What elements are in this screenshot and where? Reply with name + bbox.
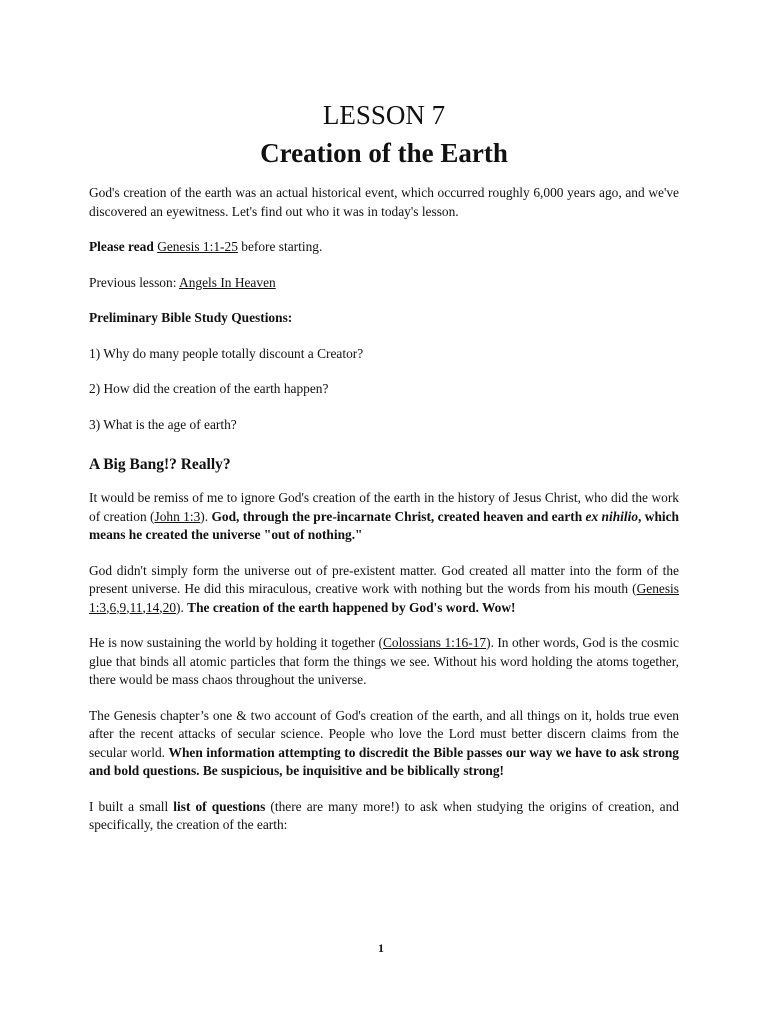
paragraph-5	[89, 798, 679, 835]
verse-11-link[interactable]: 11	[129, 599, 143, 615]
p4-bold: When information attempting to discredit the Bible passes our way we have to ask strong and bold questions. Be suspicious, be inquisitive and be biblically strong!	[89, 744, 679, 778]
previous-lesson-label: Previous lesson:	[89, 274, 180, 290]
p5-bold: list of questions	[173, 798, 266, 814]
please-read-suffix: before starting.	[237, 239, 323, 254]
please-read-label: Please read	[89, 239, 154, 254]
p1-bold-italic: ex nihilio	[585, 508, 639, 524]
p2-text-b: ).	[176, 599, 188, 615]
p2-bold: The creation of the earth happened by God's word. Wow!	[187, 599, 516, 615]
p3-text-a: He is now sustaining the world by holding it together (	[89, 635, 383, 650]
genesis-link[interactable]: Genesis 1:1-25	[157, 239, 238, 254]
colossians-link[interactable]: Colossians 1:16-17	[382, 635, 487, 650]
document-page	[89, 98, 679, 835]
question-item-3: 3) What is the age of earth?	[89, 416, 237, 432]
page-number: 1	[378, 941, 384, 955]
p2-text-a: God didn't simply form the universe out of pre-existent matter. God created all matter into the form of the present universe. He did this miraculous, creative work with nothing but the words from his mouth (	[89, 562, 679, 596]
verse-14-link[interactable]: 14	[145, 599, 160, 615]
previous-lesson-line	[89, 274, 679, 293]
intro-paragraph: God's creation of the earth was an actual historical event, which occurred roughly 6,000 years ago, and we've discovered an eyewitness. Let's find out who it was in today's lesson.	[89, 185, 679, 219]
p5-text-b: (there are many more!) to ask when studying the origins of creation, and specifically, the creation of the earth:	[89, 798, 680, 832]
verse-6-link[interactable]: 6	[109, 599, 117, 615]
section-heading: A Big Bang!? Really?	[89, 456, 231, 473]
verse-9-link[interactable]: 9	[119, 599, 127, 615]
paragraph-3	[89, 634, 679, 690]
p5-text-a: I built a small	[89, 798, 174, 814]
question-item-1: 1) Why do many people totally discount a Creator?	[89, 345, 364, 361]
question-item-2: 2) How did the creation of the earth happen?	[89, 381, 329, 396]
page-title: Creation of the Earth	[260, 138, 508, 168]
questions-heading	[89, 309, 679, 328]
previous-lesson-link[interactable]: Angels In Heaven	[179, 274, 276, 290]
please-read-line	[89, 238, 679, 257]
p1-text-a: It would be remiss of me to ignore God's creation of the earth in the history of Jesus Christ, who did the work of creation (	[89, 490, 679, 524]
genesis-1-3-link[interactable]: Genesis 1:3	[89, 581, 679, 615]
p3-text-b: ). In other words, God is the cosmic glue that binds all atomic particles that form the things we see. Without his word holding the atoms together, there would be mass chaos throughout the universe.	[89, 635, 679, 687]
questions-heading-text: Preliminary Bible Study Questions:	[89, 310, 293, 325]
p1-text-b: ).	[200, 508, 212, 524]
p1-bold-2: , which means he created the universe "out of nothing."	[89, 508, 679, 542]
p1-bold-1: God, through the pre-incarnate Christ, created heaven and earth	[211, 508, 586, 524]
p4-text-a: The Genesis chapter’s one & two account of God's creation of the earth, and all things on it, holds true even after the recent attacks of secular science. People who love the Lord must better discern claims from the secular world.	[89, 707, 679, 760]
john-link[interactable]: John 1:3	[154, 508, 201, 524]
paragraph-2: God didn't simply form the universe out of pre-existent matter. God created all matter into the form of the present universe. He did this miraculous, creative work with nothing but the words from his mouth (Genesis 1:3,6,9,11,14,20). The creation of the earth happened by God's word. Wow!	[89, 562, 679, 615]
verse-20-link[interactable]: 20	[162, 599, 177, 615]
paragraph-1	[89, 489, 679, 545]
lesson-number: LESSON 7	[322, 100, 446, 130]
paragraph-4	[89, 707, 679, 781]
